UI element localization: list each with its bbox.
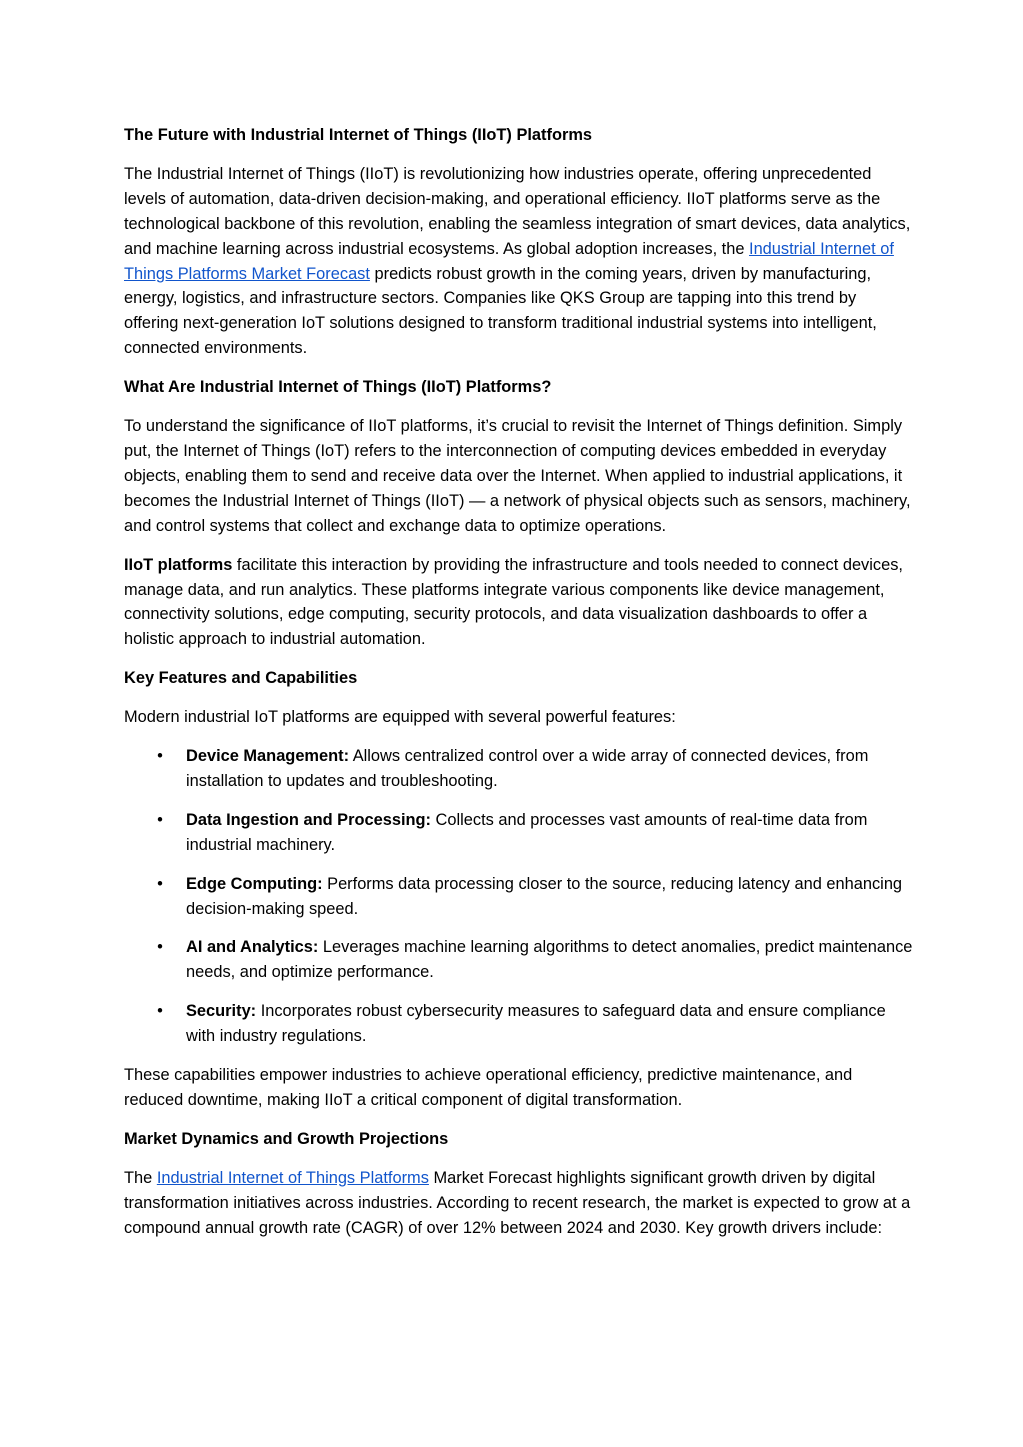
feature-label: Device Management: (186, 747, 350, 766)
bullet-icon: • (157, 810, 163, 829)
document-page (124, 123, 914, 1255)
market-forecast-link[interactable]: Industrial Internet of Things Platforms Market Forecast (124, 239, 894, 283)
platforms-bold-term: IIoT platforms (124, 555, 233, 574)
feature-label: Data Ingestion and Processing: (186, 810, 431, 829)
list-item (124, 999, 914, 1049)
features-heading: Key Features and Capabilities (124, 669, 358, 688)
list-item (124, 744, 914, 794)
market-heading: Market Dynamics and Growth Projections (124, 1129, 449, 1148)
feature-text: Collects and processes vast amounts of real-time data from industrial machinery. (186, 810, 868, 854)
list-item (124, 872, 914, 922)
feature-label: AI and Analytics: (186, 938, 319, 957)
features-list (124, 744, 914, 1049)
iiot-platforms-link[interactable]: Industrial Internet of Things Platforms (156, 1168, 429, 1187)
list-item (124, 808, 914, 858)
feature-text: Allows centralized control over a wide array of connected devices, from installation to updates and troubleshooting. (186, 747, 869, 790)
market-text-after: Market Forecast highlights significant growth driven by digital transformation initiatives across industries. According to recent research, the market is expected to grow at a compound annual growth rate (CAGR) of over 12% between 2024 and 2030. Key growth drivers include: (124, 1168, 911, 1237)
platforms-paragraph (124, 553, 914, 653)
what-are-heading: What Are Industrial Internet of Things (IIoT) Platforms? (124, 378, 552, 397)
features-intro: Modern industrial IoT platforms are equipped with several powerful features: (124, 708, 676, 727)
market-paragraph (124, 1166, 914, 1241)
bullet-icon: • (157, 747, 163, 766)
bullet-icon: • (157, 874, 163, 893)
page-title: The Future with Industrial Internet of Things (IIoT) Platforms (124, 126, 593, 144)
feature-text: Performs data processing closer to the source, reducing latency and enhancing decision-making speed. (186, 874, 903, 918)
bullet-icon: • (157, 1002, 163, 1021)
intro-text-after: predicts robust growth in the coming years, driven by manufacturing, energy, logistics, and infrastructure sectors. Companies like QKS Group are tapping into this trend by offering next-generation IoT solutions designed to transform traditional industrial systems into intelligent, connected environments. (124, 264, 877, 358)
intro-text-before: The Industrial Internet of Things (IIoT) is revolutionizing how industries operate, offering unprecedented levels of automation, data-driven decision-making, and operational efficiency. IIoT platforms serve as the technological backbone of this revolution, enabling the seamless integration of smart devices, data analytics, and machine learning across industrial ecosystems. As global adoption increases, the (124, 164, 911, 258)
feature-text: Incorporates robust cybersecurity measures to safeguard data and ensure compliance with industry regulations. (186, 1002, 886, 1046)
list-item (124, 935, 914, 985)
feature-label: Edge Computing: (186, 874, 323, 893)
intro-paragraph (124, 162, 914, 361)
feature-label: Security: (186, 1002, 257, 1021)
platforms-text: facilitate this interaction by providing the infrastructure and tools needed to connect devices, manage data, and run analytics. These platforms integrate various components like device management, connectivity solutions, edge computing, security protocols, and data visualization dashboards to offer a holistic approach to industrial automation. (124, 555, 903, 649)
bullet-icon: • (157, 938, 163, 957)
features-outro: These capabilities empower industries to achieve operational efficiency, predictive maintenance, and reduced downtime, making IIoT a critical component of digital transformation. (124, 1066, 853, 1109)
definition-paragraph: To understand the significance of IIoT platforms, it’s crucial to revisit the Internet of Things definition. Simply put, the Internet of Things (IoT) refers to the interconnection of computing devices embedded in everyday objects, enabling them to send and receive data over the Internet. When applied to industrial applications, it becomes the Industrial Internet of Things (IIoT) — a network of physical objects such as sensors, machinery, and control systems that collect and exchange data to optimize operations. (124, 417, 911, 535)
feature-text: Leverages machine learning algorithms to detect anomalies, predict maintenance needs, and optimize performance. (186, 938, 913, 982)
market-text-before: The (124, 1168, 157, 1187)
